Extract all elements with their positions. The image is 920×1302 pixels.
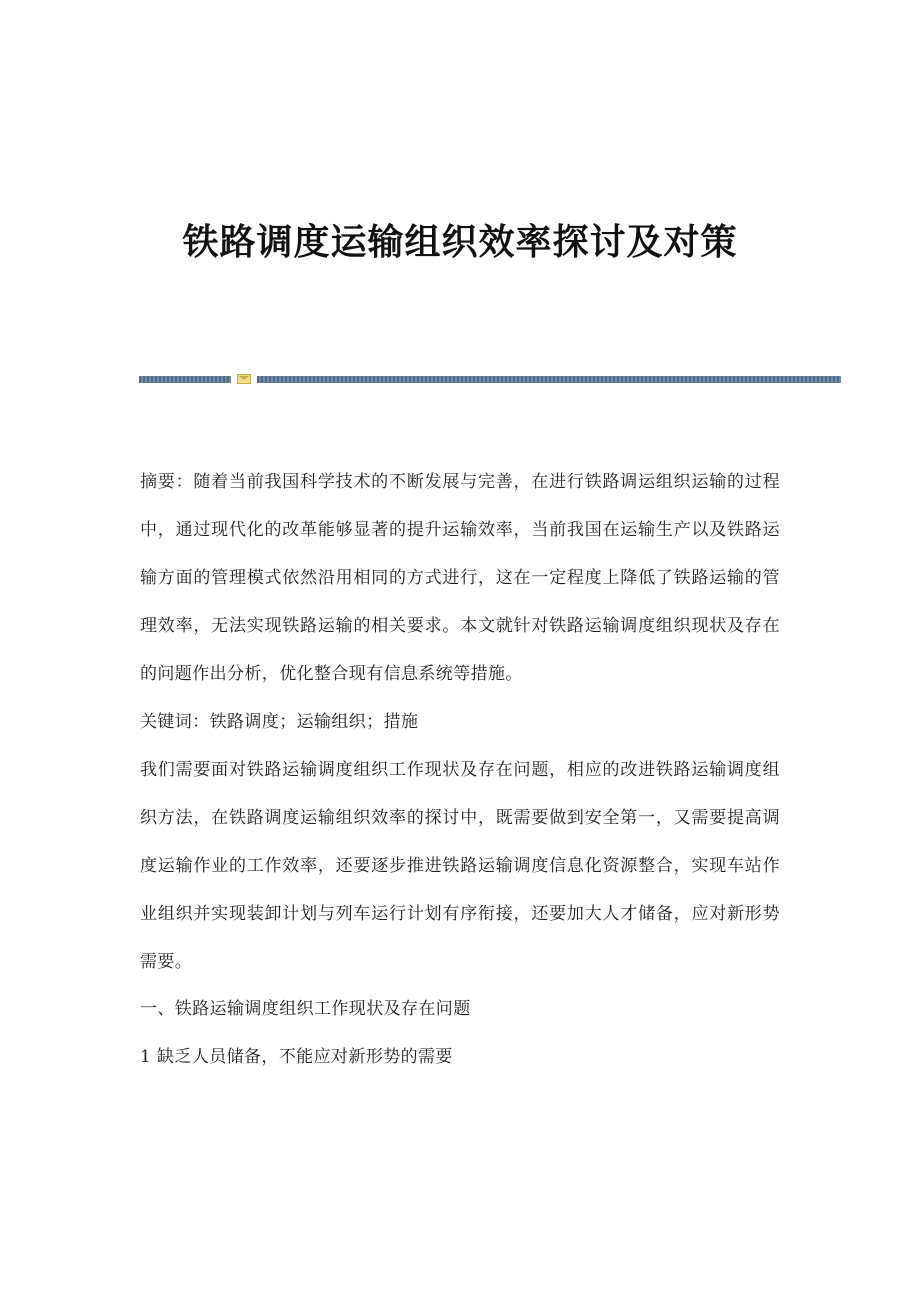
keywords-block xyxy=(140,698,780,746)
keywords-line: 关键词：铁路调度；运输组织；措施 xyxy=(140,712,419,732)
abstract-block xyxy=(140,458,780,698)
subsection-heading-block xyxy=(140,1033,780,1081)
section-heading: 一、铁路运输调度组织工作现状及存在问题 xyxy=(140,999,471,1019)
subsection-heading: 1 缺乏人员储备，不能应对新形势的需要 xyxy=(140,1047,453,1067)
divider-bar-right xyxy=(257,376,841,383)
divider-bar-left xyxy=(139,376,231,383)
intro-block xyxy=(140,746,780,986)
section-heading-block xyxy=(140,985,780,1033)
abstract-paragraph: 摘要：随着当前我国科学技术的不断发展与完善，在进行铁路调运组织运输的过程中，通过现代化的改革能够显著的提升运输效率，当前我国在运输生产以及铁路运输方面的管理模式依然沿用相同的方式进行，这在一定程度上降低了铁路运输的管理效率，无法实现铁路运输的相关要求。本文就针对铁路运输调度组织现状及存在的问题作出分析，优化整合现有信息系统等措施。 xyxy=(140,472,780,684)
title-divider xyxy=(139,374,841,384)
document-title: 铁路调度运输组织效率探讨及对策 xyxy=(182,222,738,263)
intro-paragraph: 我们需要面对铁路运输调度组织工作现状及存在问题，相应的改进铁路运输调度组织方法，在铁路调度运输组织效率的探讨中，既需要做到安全第一，又需要提高调度运输作业的工作效率，还要逐步推进铁路运输调度信息化资源整合，实现车站作业组织并实现装卸计划与列车运行计划有序衔接，还要加大人才储备，应对新形势需要。 xyxy=(140,760,780,972)
envelope-icon xyxy=(237,374,251,384)
